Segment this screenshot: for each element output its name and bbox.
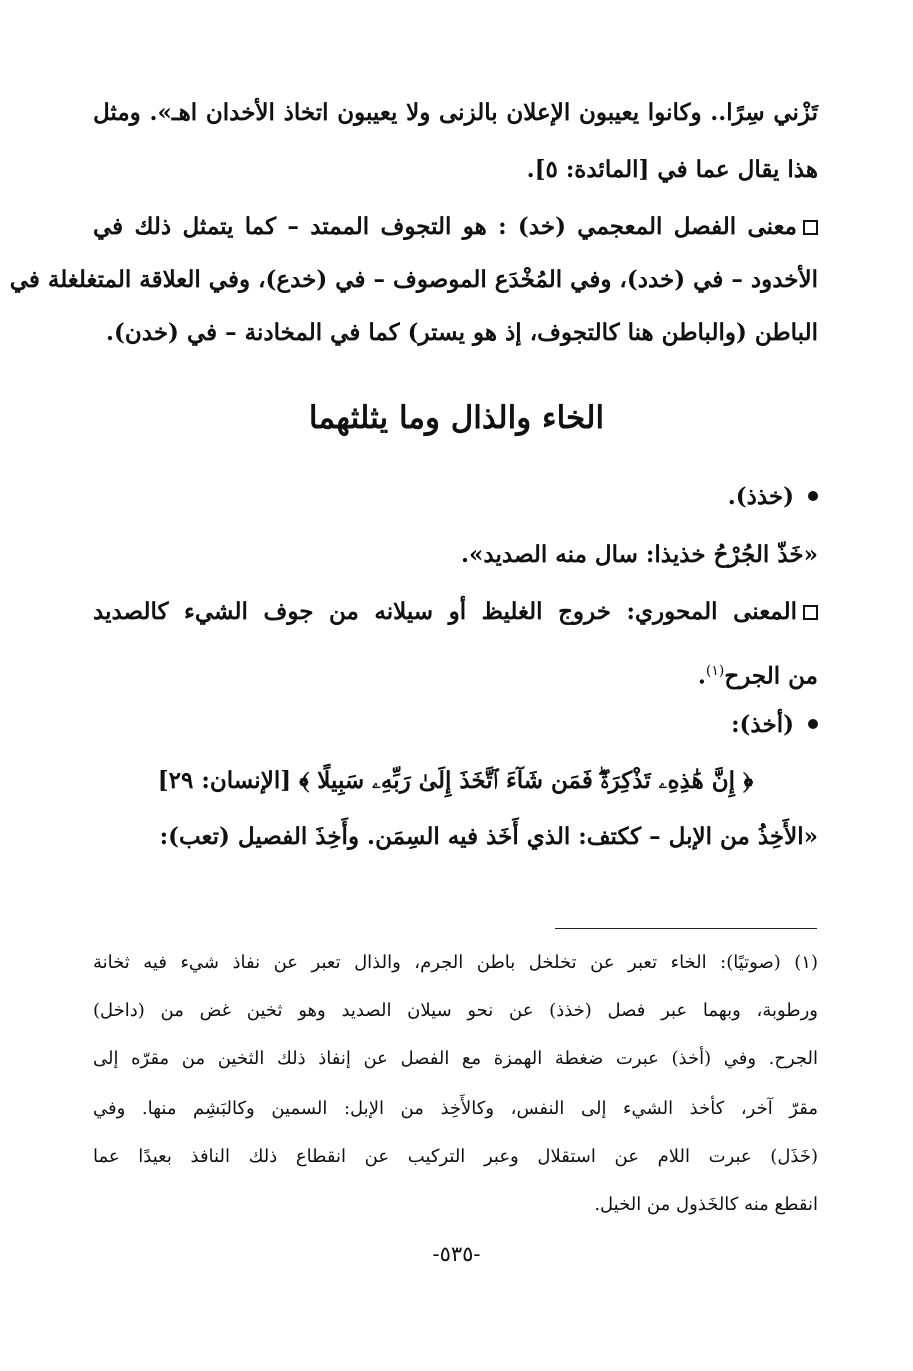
entry1-meaning-text-1: المعنى المحوري: خروج الغليظ أو سيلانه من جوف الشيء كالصديد [93, 598, 797, 625]
entry1-quote: «خَذّ الجُرْحُ خذيذا: سال منه الصديد». [461, 541, 818, 568]
entry1-meaning-text-2: من الجرح [724, 662, 818, 690]
footnote-line-3: الجرح. وفي (أخذ) عبرت ضغطة الهمزة مع الفصل عن إنفاذ ذلك الثخين من مقرّه إلى [93, 1048, 818, 1069]
section-heading: الخاء والذال وما يثلثهما [308, 400, 605, 436]
footnote-reference: (١) [705, 663, 725, 679]
entry1-meaning-line-2 [93, 656, 818, 692]
entry1-meaning-line-1 [93, 597, 818, 627]
section1-line-3: الباطن (والباطن هنا كالتجوف، إذ هو يستر) كما في المخادنة – في (خدن). [105, 319, 818, 346]
quran-verse: ﴿ إِنَّ هَٰذِهِۦ تَذْكِرَةٌۖ فَمَن شَآءَ ٱتَّخَذَ إِلَىٰ رَبِّهِۦ سَبِيلًا ﴾ [الإنسان: ٢٩] [157, 767, 754, 794]
section1-line-1 [93, 212, 818, 242]
entry1-title: (خذذ). [727, 483, 794, 510]
body-line-1: تَزْني سِرًا.. وكانوا يعيبون الإعلان بالزنى ولا يعيبون اتخاذ الأخدان اهـ». ومثل [93, 99, 818, 126]
footnote-line-1: (١) (صوتيًا): الخاء تعبر عن تخلخل باطن الجرم، والذال تعبر عن نفاذ شيء فيه ثخانة [93, 952, 818, 973]
entry2-title-line [93, 710, 818, 740]
section1-line-2: الأخدود – في (خدد)، وفي المُخْدَع الموصوف – في (خدع)، وفي العلاقة المتغلغلة في [9, 266, 818, 293]
footnote-line-2: ورطوبة، وبهما عبر فصل (خذذ) عن نحو سيلان الصديد وهو ثخين غض من (داخل) [93, 1000, 818, 1021]
footnote-separator [555, 928, 817, 929]
bullet-icon [808, 491, 818, 501]
checkbox-square-icon [803, 220, 818, 235]
entry1-title-line [93, 482, 818, 512]
section1-text-1: معنى الفصل المعجمي (خد) : هو التجوف الممتد – كما يتمثل ذلك في [93, 213, 797, 240]
footnote-line-5: (خَذَل) عبرت اللام عن استقلال وعبر التركيب عن انقطاع ذلك النافذ بعيدًا عما [93, 1146, 818, 1167]
footnote-line-4: مقرّ آخر، كأخذ الشيء إلى النفس، وكالأَخِذ من الإبل: السمين وكالبَشِم منها. وفي [93, 1098, 818, 1119]
entry2-quote: «الأَخِذُ من الإبل – ككتف: الذي أَخَذ فيه السِمَن. وأَخِذَ الفصيل (تعب): [159, 823, 818, 850]
entry1-meaning-end: . [697, 662, 706, 690]
entry2-title: (أخذ): [731, 711, 794, 738]
checkbox-square-icon [803, 605, 818, 620]
body-line-2: هذا يقال عما في [المائدة: ٥]. [526, 156, 818, 183]
bullet-icon [808, 719, 818, 729]
page-number: -٥٣٥- [432, 1242, 481, 1266]
footnote-line-6: انقطع منه كالخَذول من الخيل. [594, 1194, 818, 1215]
